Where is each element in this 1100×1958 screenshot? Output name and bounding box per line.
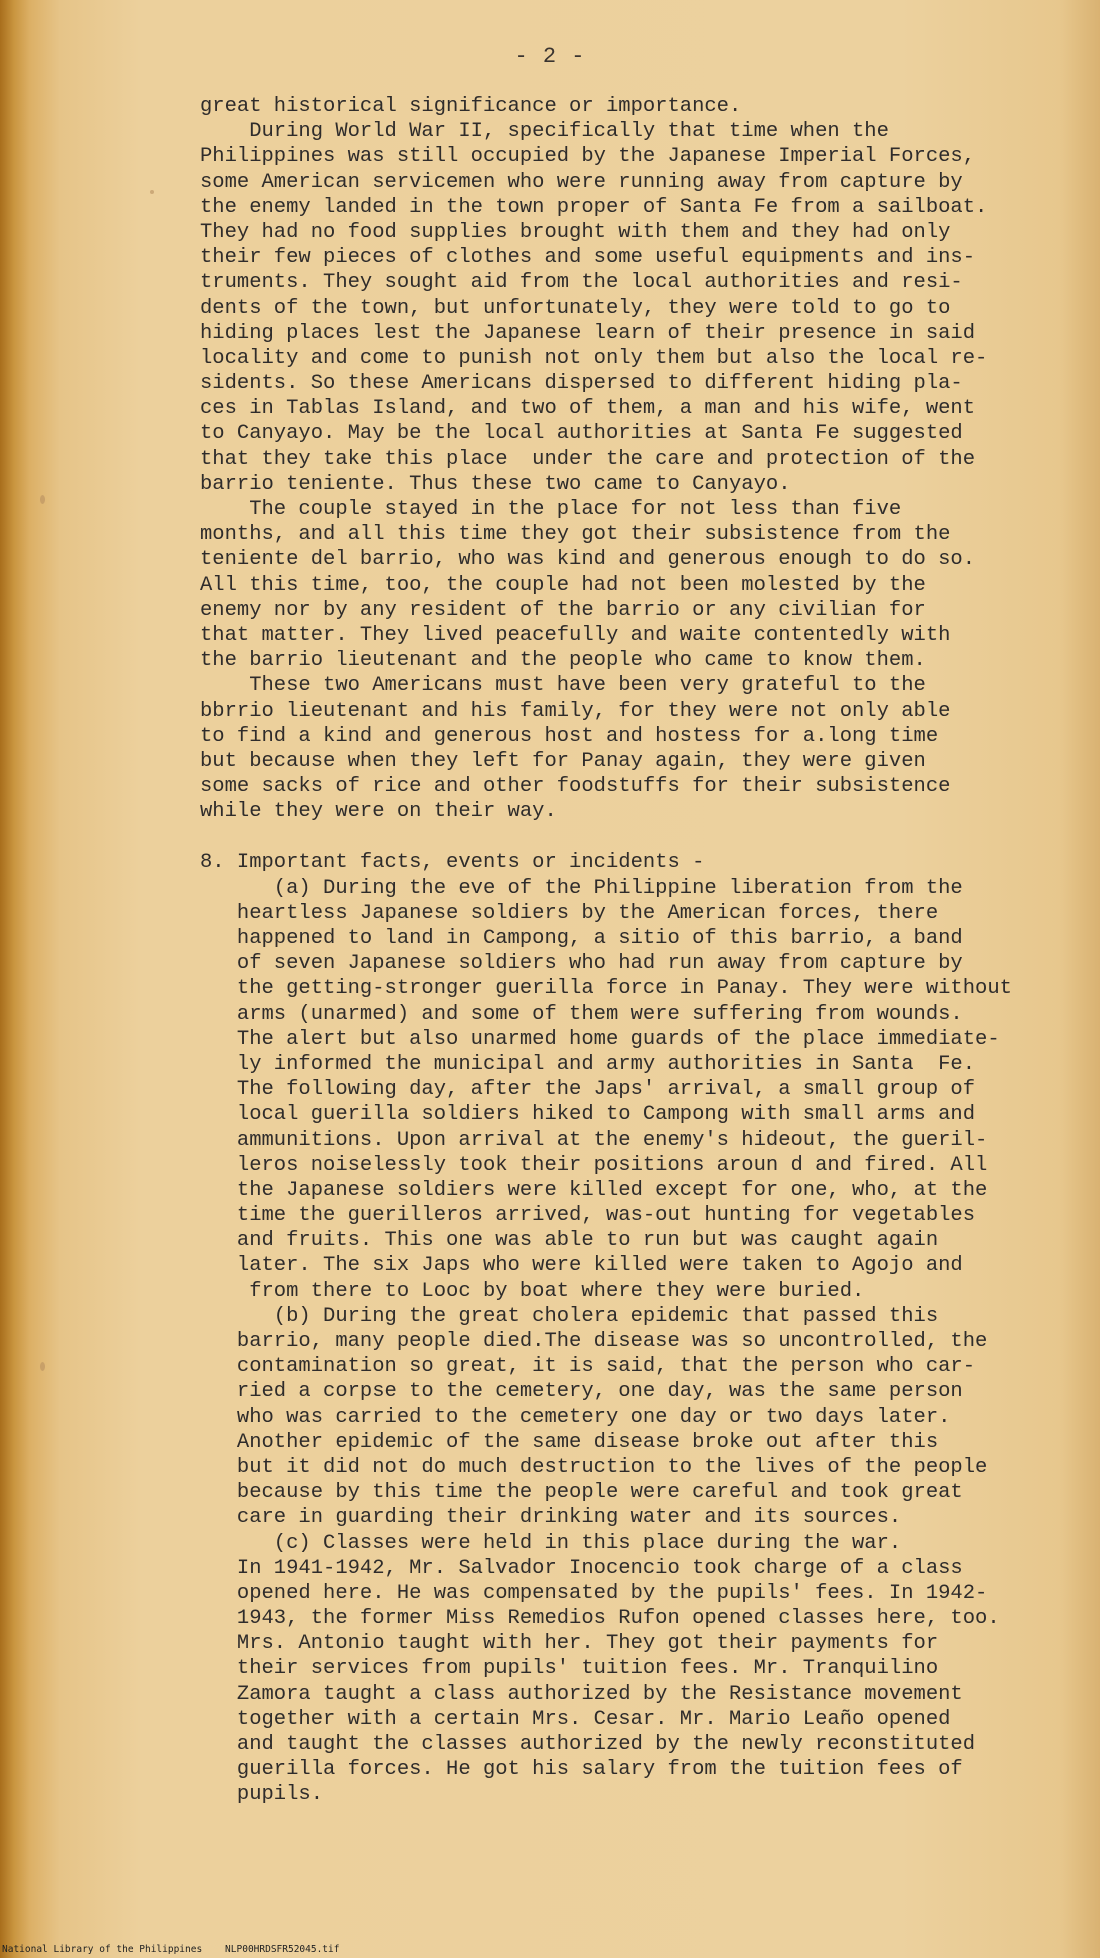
- text-line: locality and come to punish not only them but also the local re-: [200, 346, 988, 370]
- text-line: contamination so great, it is said, that the person who car-: [200, 1355, 976, 1379]
- text-line: Mrs. Antonio taught with her. They got their payments for: [200, 1632, 939, 1656]
- text-line: leros noiselessly took their positions aroun d and fired. All: [200, 1153, 988, 1177]
- text-line: barrio, many people died.The disease was so uncontrolled, the: [200, 1330, 988, 1353]
- text-line: The couple stayed in the place for not less than five: [200, 498, 902, 521]
- text-line: and taught the classes authorized by the newly reconstituted: [200, 1733, 976, 1756]
- text-line: Philippines was still occupied by the Japanese Imperial Forces,: [200, 145, 976, 169]
- text-line: arms (unarmed) and some of them were suffering from wounds.: [200, 1002, 963, 1026]
- text-line: the Japanese soldiers were killed except for one, who, at the: [200, 1178, 988, 1202]
- text-line: months, and all this time they got their subsistence from the: [200, 523, 951, 547]
- text-line: but it did not do much destruction to the lives of the people: [200, 1455, 988, 1479]
- text-line: ammunitions. Upon arrival at the enemy's hideout, the gueril-: [200, 1128, 988, 1152]
- page-number: - 2 -: [514, 44, 586, 69]
- text-line: together with a certain Mrs. Cesar. Mr. Mario Leaño opened: [200, 1707, 951, 1731]
- text-line: pupils.: [200, 1783, 324, 1807]
- text-line: Zamora taught a class authorized by the Resistance movement: [200, 1682, 963, 1706]
- text-line: some American servicemen who were running away from capture by: [200, 170, 963, 194]
- text-line: that they take this place under the care and protection of the: [200, 447, 976, 471]
- text-line: their services from pupils' tuition fees. Mr. Tranquilino: [200, 1657, 939, 1681]
- text-line: some sacks of rice and other foodstuffs for their subsistence: [200, 775, 951, 799]
- text-line: They had no food supplies brought with them and they had only: [200, 220, 951, 244]
- text-line: (b) During the great cholera epidemic that passed this: [200, 1304, 939, 1328]
- text-line: the getting-stronger guerilla force in Panay. They were without: [200, 977, 1012, 1001]
- text-line: 1943, the former Miss Remedios Rufon opened classes here, too.: [200, 1607, 1000, 1631]
- text-line: bbrrio lieutenant and his family, for they were not only able: [200, 699, 951, 723]
- paper-speck: [150, 190, 154, 194]
- text-line: sidents. So these Americans dispersed to different hiding pla-: [200, 372, 963, 396]
- text-line: ried a corpse to the cemetery, one day, was the same person: [200, 1380, 963, 1404]
- body-text: [200, 94, 1100, 1808]
- text-line: to Canyayo. May be the local authorities at Santa Fe suggested: [200, 422, 963, 446]
- text-line: teniente del barrio, who was kind and generous enough to do so.: [200, 548, 976, 572]
- text-line: ly informed the municipal and army authorities in Santa Fe.: [200, 1052, 976, 1076]
- text-line: All this time, too, the couple had not been molested by the: [200, 573, 926, 597]
- text-line: their few pieces of clothes and some useful equipments and ins-: [200, 246, 976, 270]
- text-line: because by this time the people were careful and took great: [200, 1481, 963, 1505]
- text-line: The alert but also unarmed home guards of the place immediate-: [200, 1027, 1000, 1051]
- text-line: During World War II, specifically that time when the: [200, 120, 889, 144]
- text-line: happened to land in Campong, a sitio of this barrio, a band: [200, 927, 963, 950]
- text-line: the enemy landed in the town proper of Santa Fe from a sailboat.: [200, 195, 988, 219]
- text-line: local guerilla soldiers hiked to Campong with small arms and: [200, 1103, 976, 1127]
- paragraph-gap: [200, 824, 1100, 850]
- text-line: heartless Japanese soldiers by the American forces, there: [200, 901, 939, 925]
- text-line: later. The six Japs who were killed were taken to Agojo and: [200, 1254, 963, 1278]
- text-line: barrio teniente. Thus these two came to Canyayo.: [200, 472, 791, 496]
- paper-speck: [40, 495, 45, 504]
- text-line: to find a kind and generous host and hostess for a.long time: [200, 724, 939, 748]
- text-line: who was carried to the cemetery one day or two days later.: [200, 1405, 951, 1429]
- text-line: guerilla forces. He got his salary from the tuition fees of: [200, 1758, 963, 1782]
- paper-speck: [40, 1362, 45, 1371]
- text-line: time the guerilleros arrived, was-out hunting for vegetables: [200, 1204, 976, 1228]
- text-line: while they were on their way.: [200, 800, 557, 824]
- text-line: dents of the town, but unfortunately, they were told to go to: [200, 296, 951, 320]
- text-line: of seven Japanese soldiers who had run away from capture by: [200, 952, 963, 976]
- archive-footer: National Library of the Philippines NLP00HRDSFR52045.tif: [2, 1944, 340, 1955]
- text-line: In 1941-1942, Mr. Salvador Inocencio took charge of a class: [200, 1556, 963, 1580]
- text-line: great historical significance or importance.: [200, 95, 742, 118]
- text-line: (a) During the eve of the Philippine liberation from the: [200, 876, 963, 900]
- text-line: ces in Tablas Island, and two of them, a man and his wife, went: [200, 397, 976, 421]
- text-line: These two Americans must have been very grateful to the: [200, 674, 926, 698]
- text-line: (c) Classes were held in this place during the war.: [200, 1531, 902, 1555]
- text-line: the barrio lieutenant and the people who came to know them.: [200, 649, 926, 673]
- text-line: truments. They sought aid from the local authorities and resi-: [200, 271, 963, 295]
- text-line: that matter. They lived peacefully and waite contentedly with: [200, 623, 951, 647]
- text-line: Another epidemic of the same disease broke out after this: [200, 1430, 939, 1454]
- text-line: care in guarding their drinking water and its sources.: [200, 1506, 902, 1530]
- text-line: but because when they left for Panay again, they were given: [200, 749, 926, 773]
- text-line: The following day, after the Japs' arrival, a small group of: [200, 1078, 976, 1102]
- text-line: 8. Important facts, events or incidents -: [200, 851, 705, 875]
- text-line: hiding places lest the Japanese learn of their presence in said: [200, 321, 976, 345]
- text-line: enemy nor by any resident of the barrio or any civilian for: [200, 598, 926, 622]
- text-line: opened here. He was compensated by the pupils' fees. In 1942-: [200, 1581, 988, 1605]
- text-line: from there to Looc by boat where they were buried.: [200, 1279, 865, 1303]
- text-line: and fruits. This one was able to run but was caught again: [200, 1229, 939, 1253]
